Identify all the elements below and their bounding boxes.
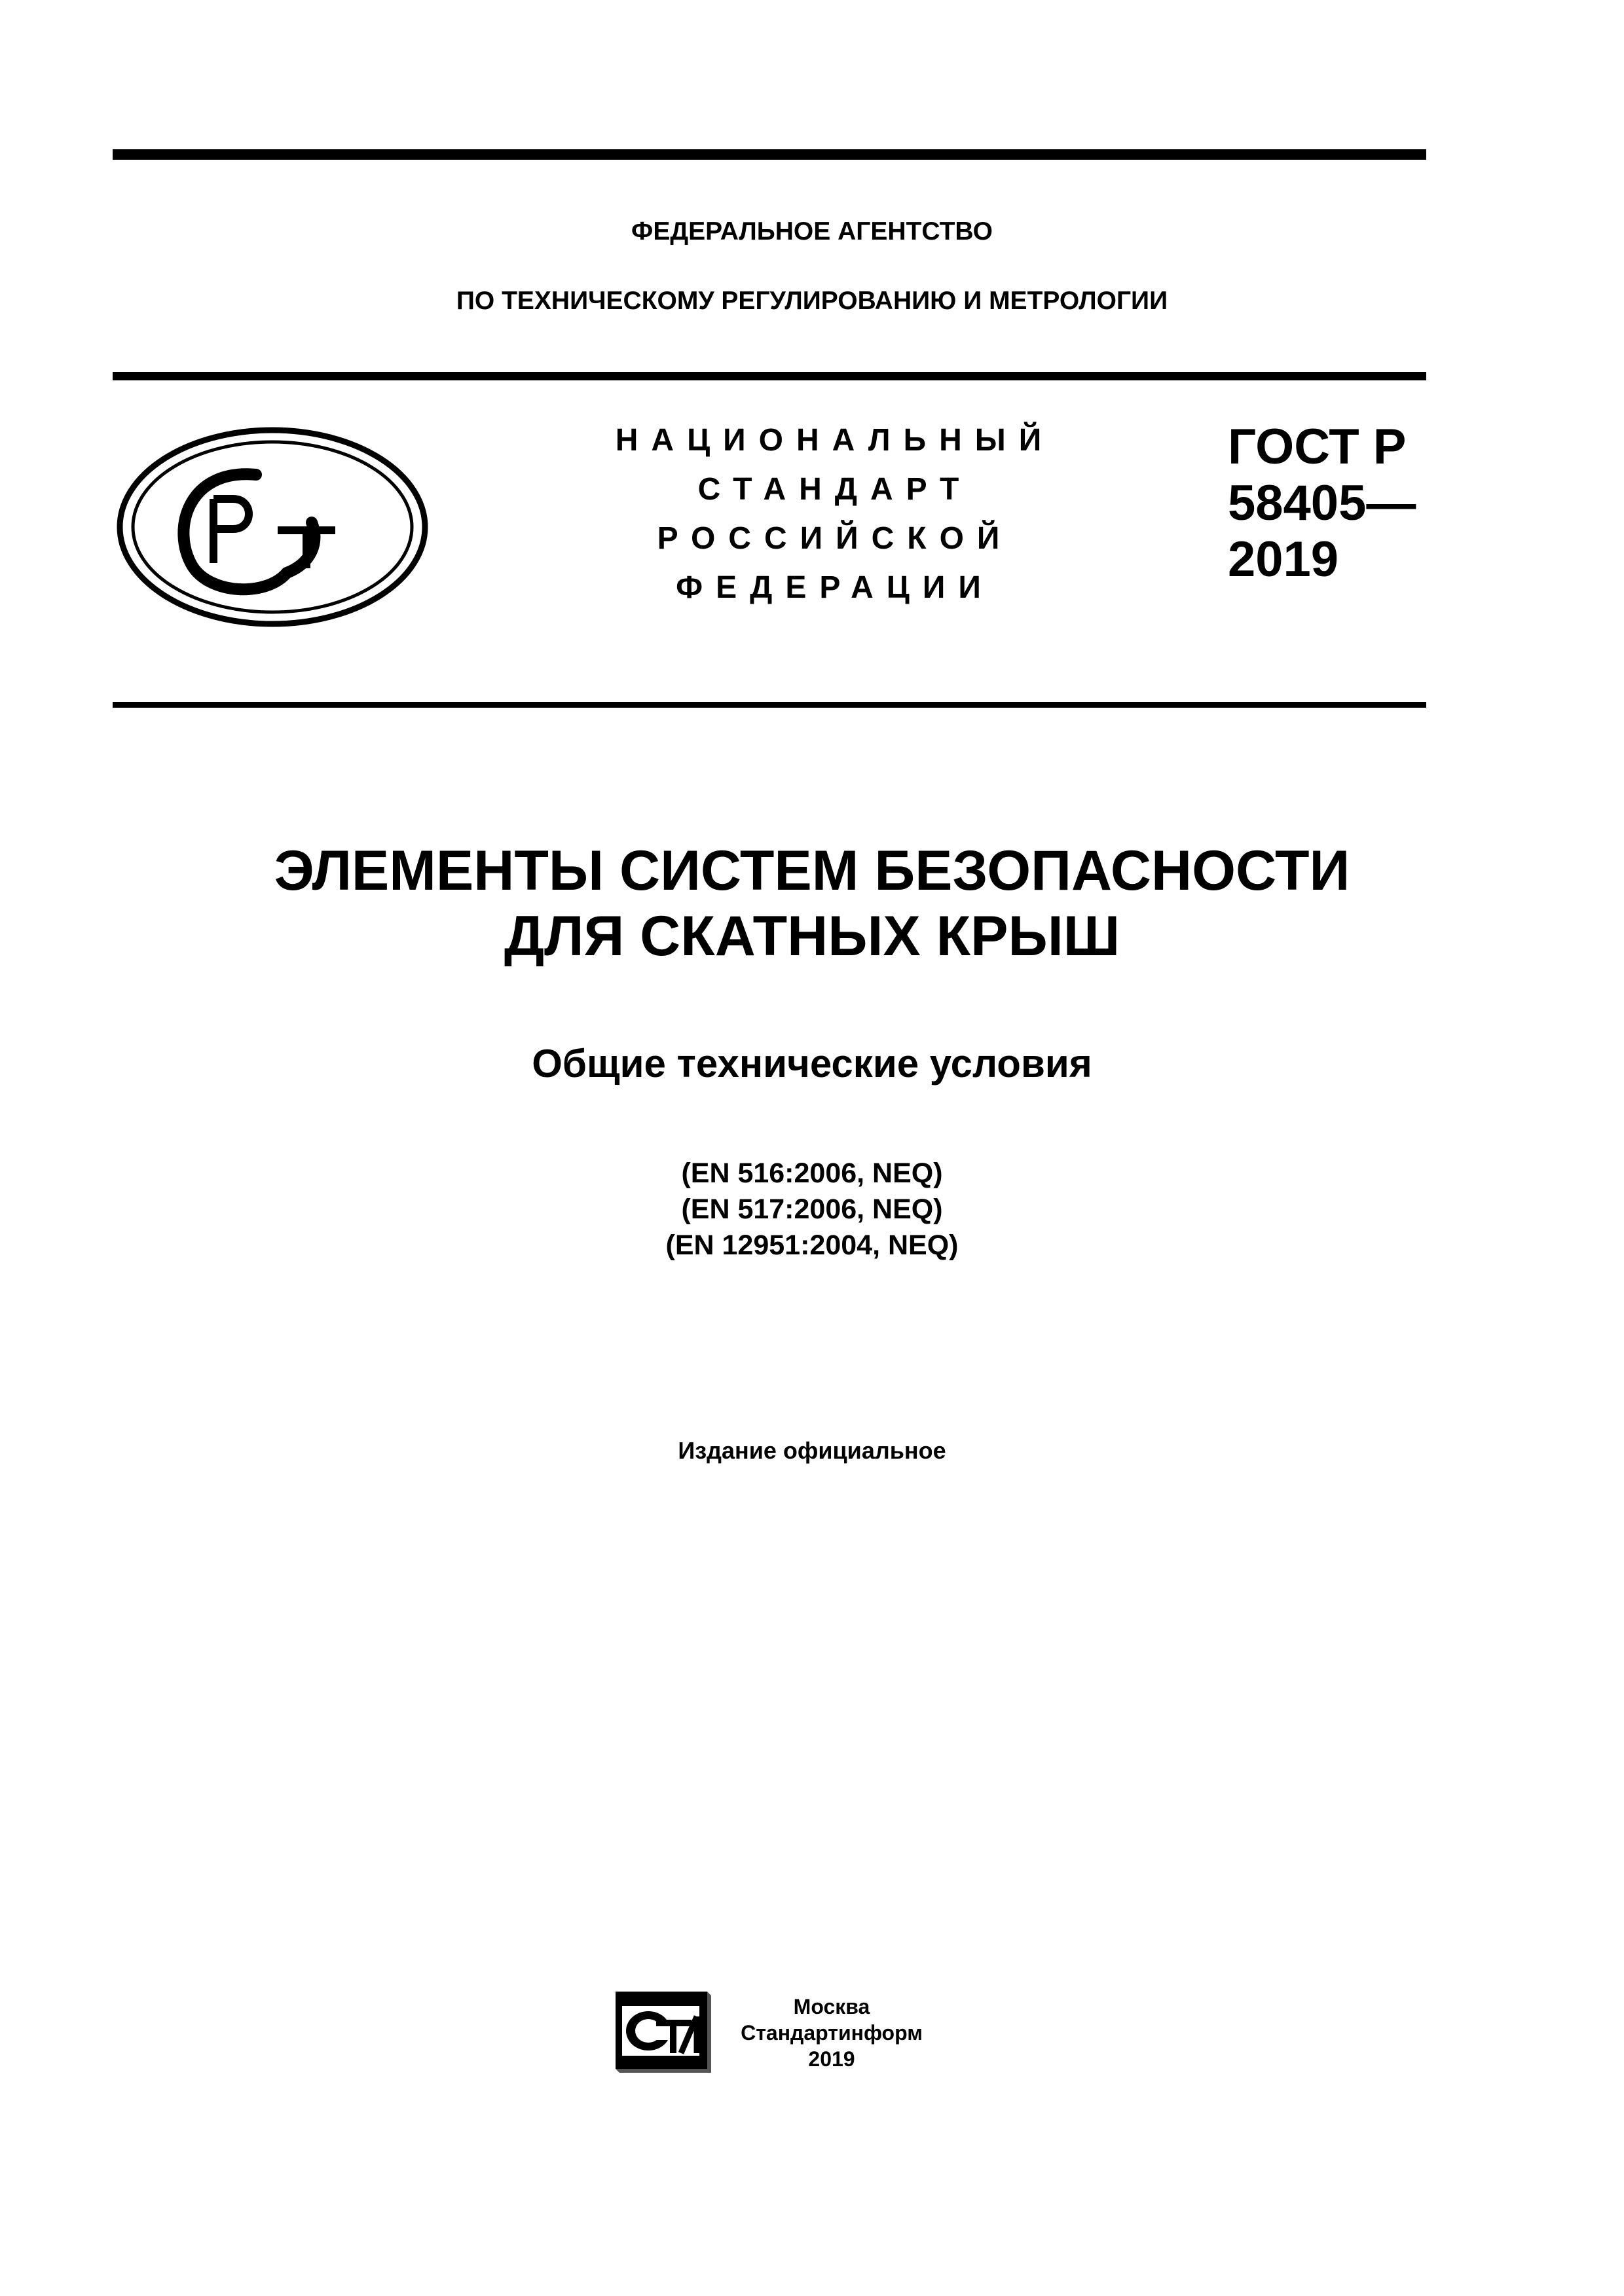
national-standard-line: РОССИЙСКОЙ xyxy=(657,521,1013,556)
standartinform-logo-icon xyxy=(614,1990,712,2074)
emblem-divider xyxy=(113,702,1426,708)
header-divider xyxy=(113,372,1426,380)
title-line-1: ЭЛЕМЕНТЫ СИСТЕМ БЕЗОПАСНОСТИ xyxy=(274,839,1350,902)
rst-logo-icon xyxy=(115,426,430,629)
top-rule xyxy=(113,149,1426,160)
designation-line-2: 58405— xyxy=(1228,475,1416,531)
national-standard-line: ФЕДЕРАЦИИ xyxy=(676,570,994,605)
reference-item: (EN 12951:2004, NEQ) xyxy=(665,1230,959,1261)
agency-line-2: ПО ТЕХНИЧЕСКОМУ РЕГУЛИРОВАНИЮ И МЕТРОЛОГИИ xyxy=(456,287,1168,315)
publisher-year: 2019 xyxy=(808,2047,855,2071)
national-standard-line: СТАНДАРТ xyxy=(697,472,972,507)
publisher-block xyxy=(733,1994,930,2072)
document-subtitle: Общие технические условия xyxy=(532,1042,1092,1085)
edition-label: Издание официальное xyxy=(678,1437,946,1464)
agency-line-1: ФЕДЕРАЛЬНОЕ АГЕНТСТВО xyxy=(631,217,993,246)
document-title xyxy=(0,838,1624,969)
standard-designation xyxy=(1228,419,1416,588)
publisher-city: Москва xyxy=(793,1995,870,2018)
svg-text:СТИ: СТИ xyxy=(614,1990,616,1991)
reference-item: (EN 517:2006, NEQ) xyxy=(681,1194,943,1225)
publisher-name: Стандартинформ xyxy=(741,2021,923,2045)
standard-references xyxy=(0,1156,1624,1264)
designation-line-1: ГОСТ Р xyxy=(1228,419,1407,475)
title-line-2: ДЛЯ СКАТНЫХ КРЫШ xyxy=(504,905,1120,968)
national-standard-line: НАЦИОНАЛЬНЫЙ xyxy=(615,423,1055,458)
reference-item: (EN 516:2006, NEQ) xyxy=(681,1157,943,1189)
national-standard-label xyxy=(589,416,1080,612)
designation-line-3: 2019 xyxy=(1228,532,1339,587)
